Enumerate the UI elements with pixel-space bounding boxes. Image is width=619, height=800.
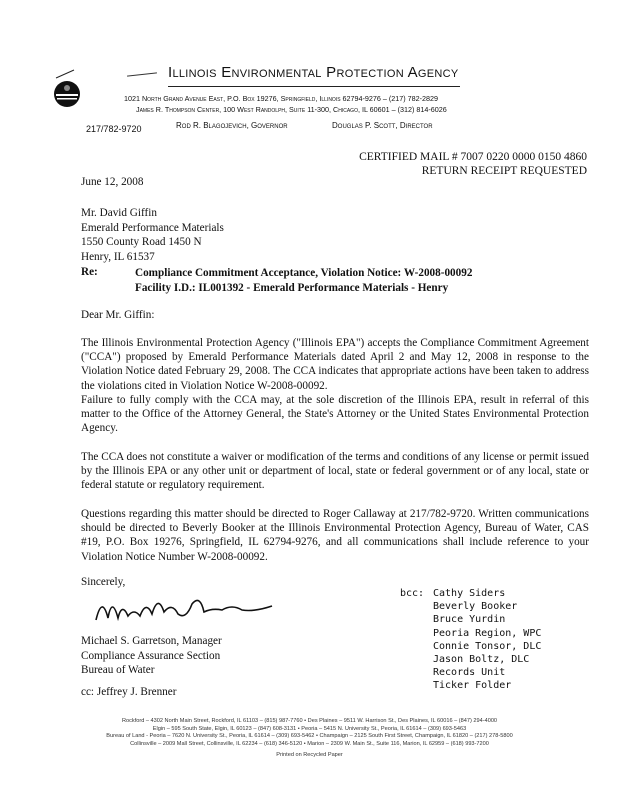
- signature: [92, 590, 282, 630]
- return-receipt: RETURN RECEIPT REQUESTED: [421, 165, 587, 177]
- agency-seal-logo: [48, 68, 86, 108]
- paragraph-acceptance: The Illinois Environmental Protection Agency ("Illinois EPA") accepts the Compliance Commitment Agreement ("CCA") proposed by Emerald Performance Materials dated April 2 and May 12, 2008 in response to the Violation Notice dated February 29, 2008. The CCA indicates that appropriate actions have been taken to address the violations cited in Violation Notice W-2008-00092.: [81, 337, 589, 392]
- re-line-2: Facility I.D.: IL001392 - Emerald Performance Materials - Henry: [135, 281, 449, 294]
- recycled-paper-note: Printed on Recycled Paper: [276, 752, 343, 758]
- recipient-line: 1550 County Road 1450 N: [81, 236, 202, 248]
- bcc-name: Records Unit: [433, 667, 506, 679]
- address-chicago: James R. Thompson Center, 100 West Randolph, Suite 11-300, Chicago, IL 60601 – (312) 814-6026: [136, 105, 447, 114]
- salutation: Dear Mr. Giffin:: [81, 309, 155, 321]
- signer-section: Compliance Assurance Section: [81, 649, 221, 662]
- recipient-line: Mr. David Giffin: [81, 207, 157, 219]
- bcc-name: Ticker Folder: [433, 680, 512, 692]
- bcc-name: Bruce Yurdin: [433, 614, 506, 626]
- recipient-line: Emerald Performance Materials: [81, 221, 224, 234]
- header-rule: [168, 86, 460, 87]
- paragraph-questions: Questions regarding this matter should be directed to Roger Callaway at 217/782-9720. Written communications should be directed to Beverly Booker at the Illinois Environmental Protection Agency, Bureau of Water, CAS #19, P.O. Box 19276, Springfield, IL 62794-9276, and all communications shall include reference to your Violation Notice Number W-2008-00092.: [81, 508, 589, 563]
- letter-date: June 12, 2008: [81, 176, 144, 188]
- phone-number: 217/782-9720: [86, 124, 142, 134]
- recipient-line: Henry, IL 61537: [81, 250, 155, 263]
- cc-line: cc: Jeffrey J. Brenner: [81, 686, 177, 698]
- footer-line: Rockford – 4302 North Main Street, Rockford, IL 61103 – (815) 987-7760 • Des Plaines – 9511 W. Harrison St., Des Plaines, IL 60016 – (847) 294-4000: [121, 718, 498, 724]
- bcc-list: [433, 587, 541, 693]
- address-springfield: 1021 North Grand Avenue East, P.O. Box 19276, Springfield, Illinois 62794-9276 – (217) 782-2829: [124, 94, 439, 103]
- re-line-1: Compliance Commitment Acceptance, Violation Notice: W-2008-00092: [135, 267, 473, 279]
- bcc-label: bcc:: [400, 588, 425, 599]
- footer-line: Bureau of Land - Peoria – 7620 N. University St., Peoria, IL 61614 – (309) 693-5462 • Champaign – 2125 South First Street, Champaign, IL 61820 – (217) 278-5800: [106, 733, 513, 739]
- paragraph-waiver: The CCA does not constitute a waiver or modification of the terms and conditions of any license or permit issued by the Illinois EPA or any other unit or department of local, state or federal government or of any local, state or federal statute or regulatory requirement.: [81, 451, 589, 492]
- signer-name: Michael S. Garretson, Manager: [81, 635, 222, 647]
- signer-bureau: Bureau of Water: [81, 664, 155, 676]
- bcc-name: Cathy Siders: [433, 588, 506, 599]
- header-dash: [127, 72, 157, 76]
- re-subject: [135, 266, 472, 295]
- governor: Rod R. Blagojevich, Governor: [176, 121, 288, 130]
- paragraph-failure: Failure to fully comply with the CCA may, at the sole discretion of the Illinois EPA, result in referral of this matter to the Office of the Attorney General, the State's Attorney or the United States Environmental Protection Agency.: [81, 394, 589, 435]
- bcc-name: Peoria Region, WPC: [433, 627, 542, 639]
- bcc-name: Jason Boltz, DLC: [433, 654, 530, 666]
- signer-block: [81, 634, 222, 678]
- director: Douglas P. Scott, Director: [332, 121, 433, 130]
- re-label: Re:: [81, 266, 98, 278]
- agency-name: Illinois Environmental Protection Agency: [168, 64, 459, 81]
- certified-mail: CERTIFIED MAIL # 7007 0220 0000 0150 4860: [359, 151, 587, 163]
- footer-offices: [0, 718, 619, 760]
- footer-line: Elgin – 595 South State, Elgin, IL 60123 – (847) 608-3131 • Peoria – 5415 N. University St., Peoria, IL 61614 – (309) 693-5463: [152, 725, 467, 732]
- bcc-name: Beverly Booker: [433, 601, 518, 613]
- recipient-address: [81, 206, 224, 264]
- closing: Sincerely,: [81, 576, 126, 588]
- bcc-name: Connie Tonsor, DLC: [433, 640, 542, 652]
- footer-line: Collinsville – 2009 Mall Street, Collinsville, IL 62234 – (618) 346-5120 • Marion – 2309 W. Main St., Suite 116, Marion, IL 62959 – (618) 993-7200: [130, 740, 489, 747]
